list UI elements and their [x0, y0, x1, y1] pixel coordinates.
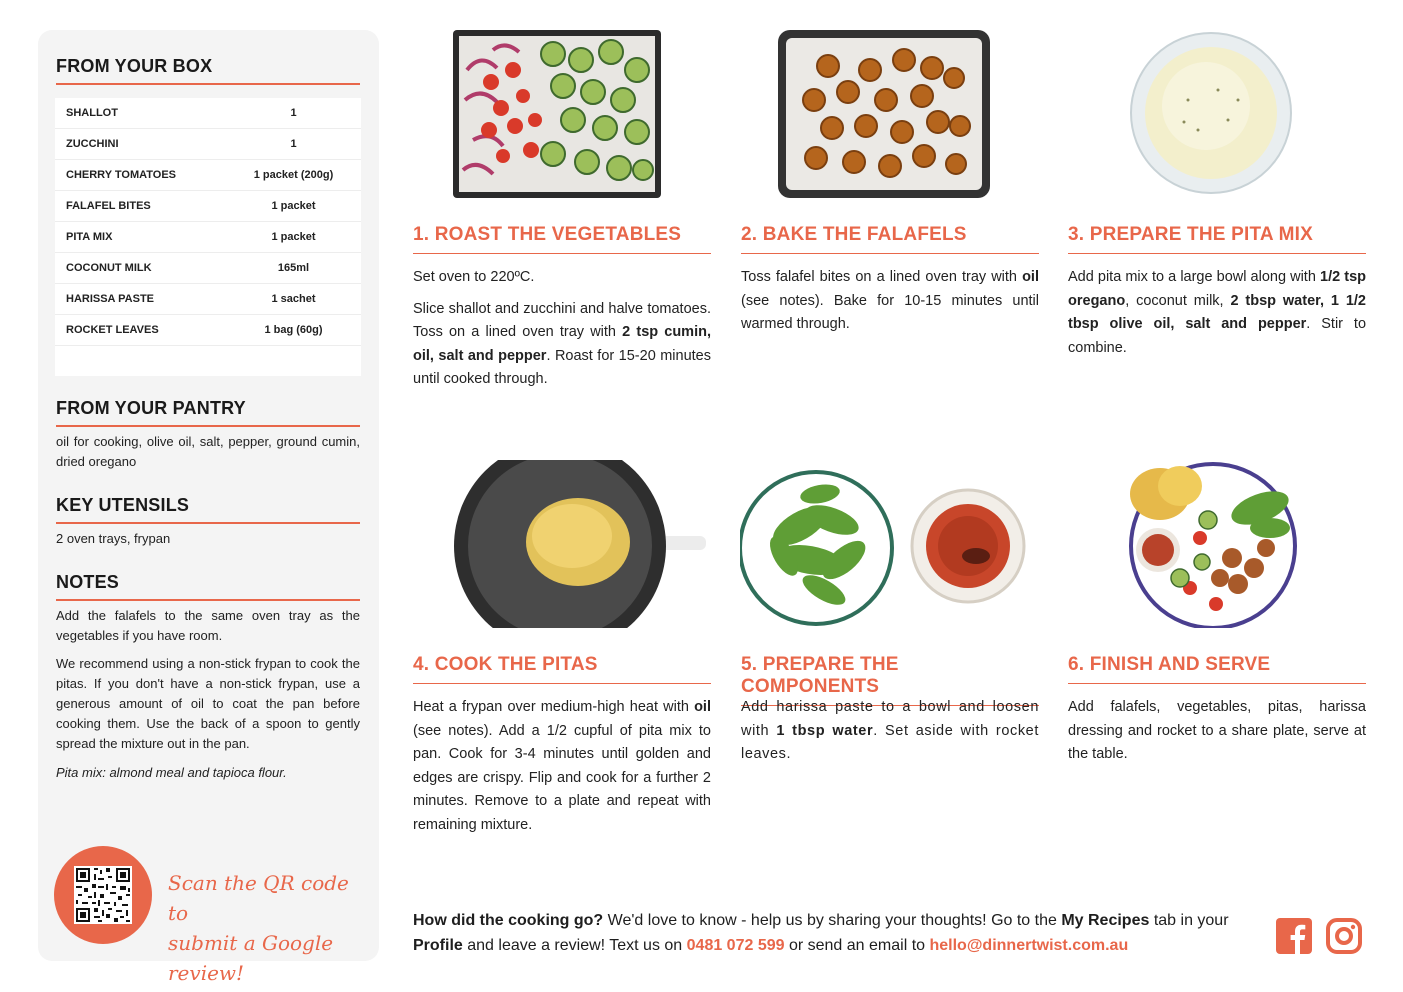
step-4-body [413, 696, 711, 845]
prepare-components-image [740, 460, 1032, 628]
finish-serve-plate-image [1120, 458, 1306, 628]
ingredient-name: SHALLOT [66, 107, 118, 119]
text: (see notes). Bake for 10-15 minutes until warmed through. [741, 292, 1039, 332]
pantry-title: FROM YOUR PANTRY [56, 398, 360, 427]
text: and leave a review! Text us on [462, 937, 687, 954]
step-3-title: 3. PREPARE THE PITA MIX [1068, 224, 1366, 254]
pantry-text: oil for cooking, olive oil, salt, pepper, ground cumin, dried oregano [56, 434, 360, 469]
bold-text: 1/2 tsp oregano [1068, 269, 1366, 309]
bold-text: oil [694, 699, 711, 715]
qr-caption [168, 868, 368, 988]
ingredient-name: FALAFEL BITES [66, 200, 151, 212]
text: We'd love to know - help us by sharing your thoughts! Go to the [603, 912, 1062, 929]
step-2-body [741, 266, 1039, 345]
roast-vegetables-image [453, 30, 661, 198]
step-1-body [413, 266, 711, 400]
table-row [55, 222, 361, 253]
table-row [55, 315, 361, 346]
qr-caption-line1: Scan the QR code to [168, 871, 349, 925]
text: (see notes). Add a 1/2 cupful of pita mix to pan. Cook for 3-4 minutes until golden and edges are crispy. Flip and cook for a further 2 minutes. Remove to a plate and repeat with remaining mixture. [413, 722, 711, 833]
text: Add harissa paste to a bowl and loosen with [741, 699, 1039, 739]
text: . Roast for 15-20 minutes until cooked through. [413, 347, 711, 387]
ingredient-qty: 1 [290, 107, 297, 119]
email-link[interactable]: hello@dinnertwist.com.au [929, 937, 1129, 954]
pita-mix-bowl-image [1128, 30, 1294, 196]
bold-text: 2 tsp cumin, oil, salt and pepper [413, 324, 711, 364]
step-6-body [1068, 696, 1366, 775]
step-5-para [741, 696, 1039, 767]
ingredient-qty: 1 packet (200g) [253, 169, 334, 181]
table-spacer [55, 346, 361, 376]
bold-text: 1 tbsp water [776, 722, 874, 739]
step-4-title: 4. COOK THE PITAS [413, 654, 711, 684]
ingredient-name: PITA MIX [66, 231, 113, 243]
step-2-para [741, 266, 1039, 337]
step-5-body [741, 696, 1039, 775]
bold-text: oil [1022, 269, 1039, 285]
table-row [55, 284, 361, 315]
facebook-icon[interactable] [1276, 918, 1312, 954]
step-4-para [413, 696, 711, 837]
ingredient-qty: 165ml [277, 262, 310, 274]
review-footer [413, 908, 1263, 958]
cook-pitas-image [450, 460, 706, 628]
utensils-title: KEY UTENSILS [56, 495, 360, 524]
ingredient-name: ZUCCHINI [66, 138, 119, 150]
text: . Set aside with rocket leaves. [741, 722, 1039, 762]
step-1-para-2 [413, 298, 711, 392]
table-row [55, 98, 361, 129]
step-6-title: 6. FINISH AND SERVE [1068, 654, 1366, 684]
step-3-body [1068, 266, 1366, 368]
instagram-icon[interactable] [1326, 918, 1362, 954]
step-1-title: 1. ROAST THE VEGETABLES [413, 224, 711, 254]
ingredient-qty: 1 bag (60g) [264, 324, 323, 336]
text: Toss falafel bites on a lined oven tray with [741, 269, 1023, 285]
text: or send an email to [784, 937, 930, 954]
ingredient-qty: 1 packet [271, 231, 316, 243]
step-3-para [1068, 266, 1366, 360]
utensils-text: 2 oven trays, frypan [56, 531, 171, 546]
qr-badge[interactable] [54, 846, 152, 944]
bake-falafels-image [778, 30, 990, 198]
text: Add pita mix to a large bowl along with [1068, 269, 1320, 285]
ingredient-name: ROCKET LEAVES [66, 324, 159, 336]
qr-caption-line2: submit a Google review! [168, 931, 334, 985]
table-row [55, 129, 361, 160]
note-2: We recommend using a non-stick frypan to cook the pitas. If you don't have a non-stick frypan, use a generous amount of oil to coat the pan before cooking them. Use the back of a spoon to gently spread the mixture out in the pan. [56, 656, 360, 751]
ingredient-qty: 1 [290, 138, 297, 150]
table-row [55, 253, 361, 284]
table-row [55, 160, 361, 191]
ingredient-qty: 1 packet [271, 200, 316, 212]
note-1: Add the falafels to the same oven tray as the vegetables if you have room. [56, 608, 360, 643]
bold-text: 2 tbsp water, 1 1/2 tbsp olive oil, salt and pepper [1068, 292, 1366, 332]
text: . Stir to combine. [1068, 316, 1367, 356]
text: , coconut milk, [1125, 292, 1231, 309]
text: tab in your [1149, 912, 1229, 929]
text: Heat a frypan over medium-high heat with [413, 699, 695, 715]
notes-title: NOTES [56, 572, 360, 601]
my-recipes-link[interactable]: My Recipes [1061, 912, 1150, 929]
ingredient-qty: 1 sachet [271, 293, 316, 305]
step-1-para-1: Set oven to 220ºC. [413, 269, 535, 285]
ingredients-sidebar [38, 30, 379, 985]
qr-code-icon [74, 866, 132, 924]
ingredient-name: HARISSA PASTE [66, 293, 155, 305]
table-row [55, 191, 361, 222]
note-3: Pita mix: almond meal and tapioca flour. [56, 765, 287, 780]
phone-link[interactable]: 0481 072 599 [686, 937, 785, 954]
box-title: FROM YOUR BOX [56, 56, 360, 85]
step-6-para: Add falafels, vegetables, pitas, harissa dressing and rocket to a share plate, serve at the table. [1068, 699, 1366, 762]
ingredient-name: CHERRY TOMATOES [66, 169, 177, 181]
box-ingredients-table [55, 98, 361, 376]
footer-question: How did the cooking go? [413, 912, 604, 929]
ingredient-name: COCONUT MILK [66, 262, 152, 274]
step-5-title: 5. PREPARE THE COMPONENTS [741, 654, 1039, 706]
profile-link[interactable]: Profile [413, 937, 463, 954]
text: Slice shallot and zucchini and halve tomatoes. Toss on a lined oven tray with [413, 300, 711, 340]
step-2-title: 2. BAKE THE FALAFELS [741, 224, 1039, 254]
